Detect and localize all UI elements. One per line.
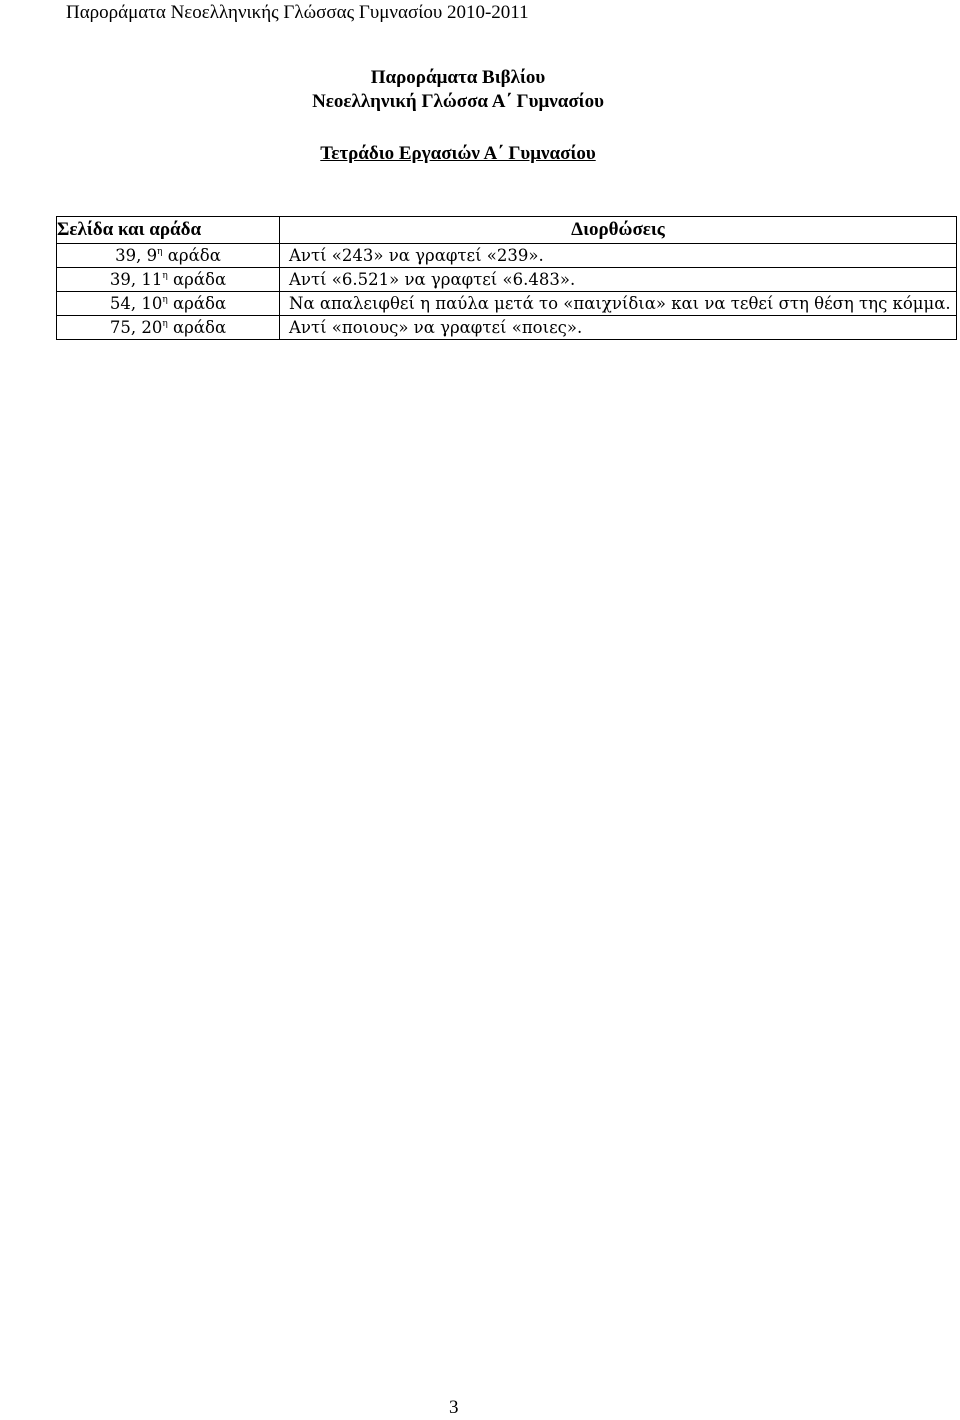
header-corrections: Διορθώσεις <box>280 217 957 244</box>
table-row <box>57 268 957 292</box>
table-row <box>57 292 957 316</box>
document-title <box>0 66 916 114</box>
line-unit: αράδα <box>167 246 221 265</box>
errata-table <box>56 216 957 340</box>
row-correction: Αντί «ποιους» να γραφτεί «ποιες». <box>280 316 957 340</box>
table-row <box>57 316 957 340</box>
row-correction: Αντί «243» να γραφτεί «239». <box>280 244 957 268</box>
row-correction: Αντί «6.521» να γραφτεί «6.483». <box>280 268 957 292</box>
ordinal-suffix: η <box>157 247 163 257</box>
document-subtitle: Τετράδιο Εργασιών Α΄ Γυμνασίου <box>320 143 596 164</box>
page-line: 39, 9 <box>115 246 158 265</box>
line-unit: αράδα <box>173 294 227 313</box>
table-header-row <box>57 217 957 244</box>
page-number: 3 <box>449 1397 459 1418</box>
row-reference <box>57 292 280 316</box>
line-unit: αράδα <box>173 270 227 289</box>
page-line: 39, 11 <box>109 270 163 289</box>
running-header: Παροράματα Νεοελληνικής Γλώσσας Γυμνασίου 2010-2011 <box>66 2 529 23</box>
page-line: 75, 20 <box>109 318 163 337</box>
row-reference <box>57 244 280 268</box>
table-row <box>57 244 957 268</box>
page-line: 54, 10 <box>109 294 163 313</box>
row-correction: Να απαλειφθεί η παύλα μετά το «παιχνίδια» και να τεθεί στη θέση της κόμμα. <box>280 292 957 316</box>
header-reference: Σελίδα και αράδα <box>57 217 280 244</box>
row-reference <box>57 268 280 292</box>
line-unit: αράδα <box>173 318 227 337</box>
title-line-1: Παροράματα Βιβλίου <box>370 67 546 88</box>
ordinal-suffix: η <box>162 271 168 281</box>
row-reference <box>57 316 280 340</box>
ordinal-suffix: η <box>162 319 168 329</box>
title-line-2: Νεοελληνική Γλώσσα Α΄ Γυμνασίου <box>312 91 604 112</box>
ordinal-suffix: η <box>162 295 168 305</box>
